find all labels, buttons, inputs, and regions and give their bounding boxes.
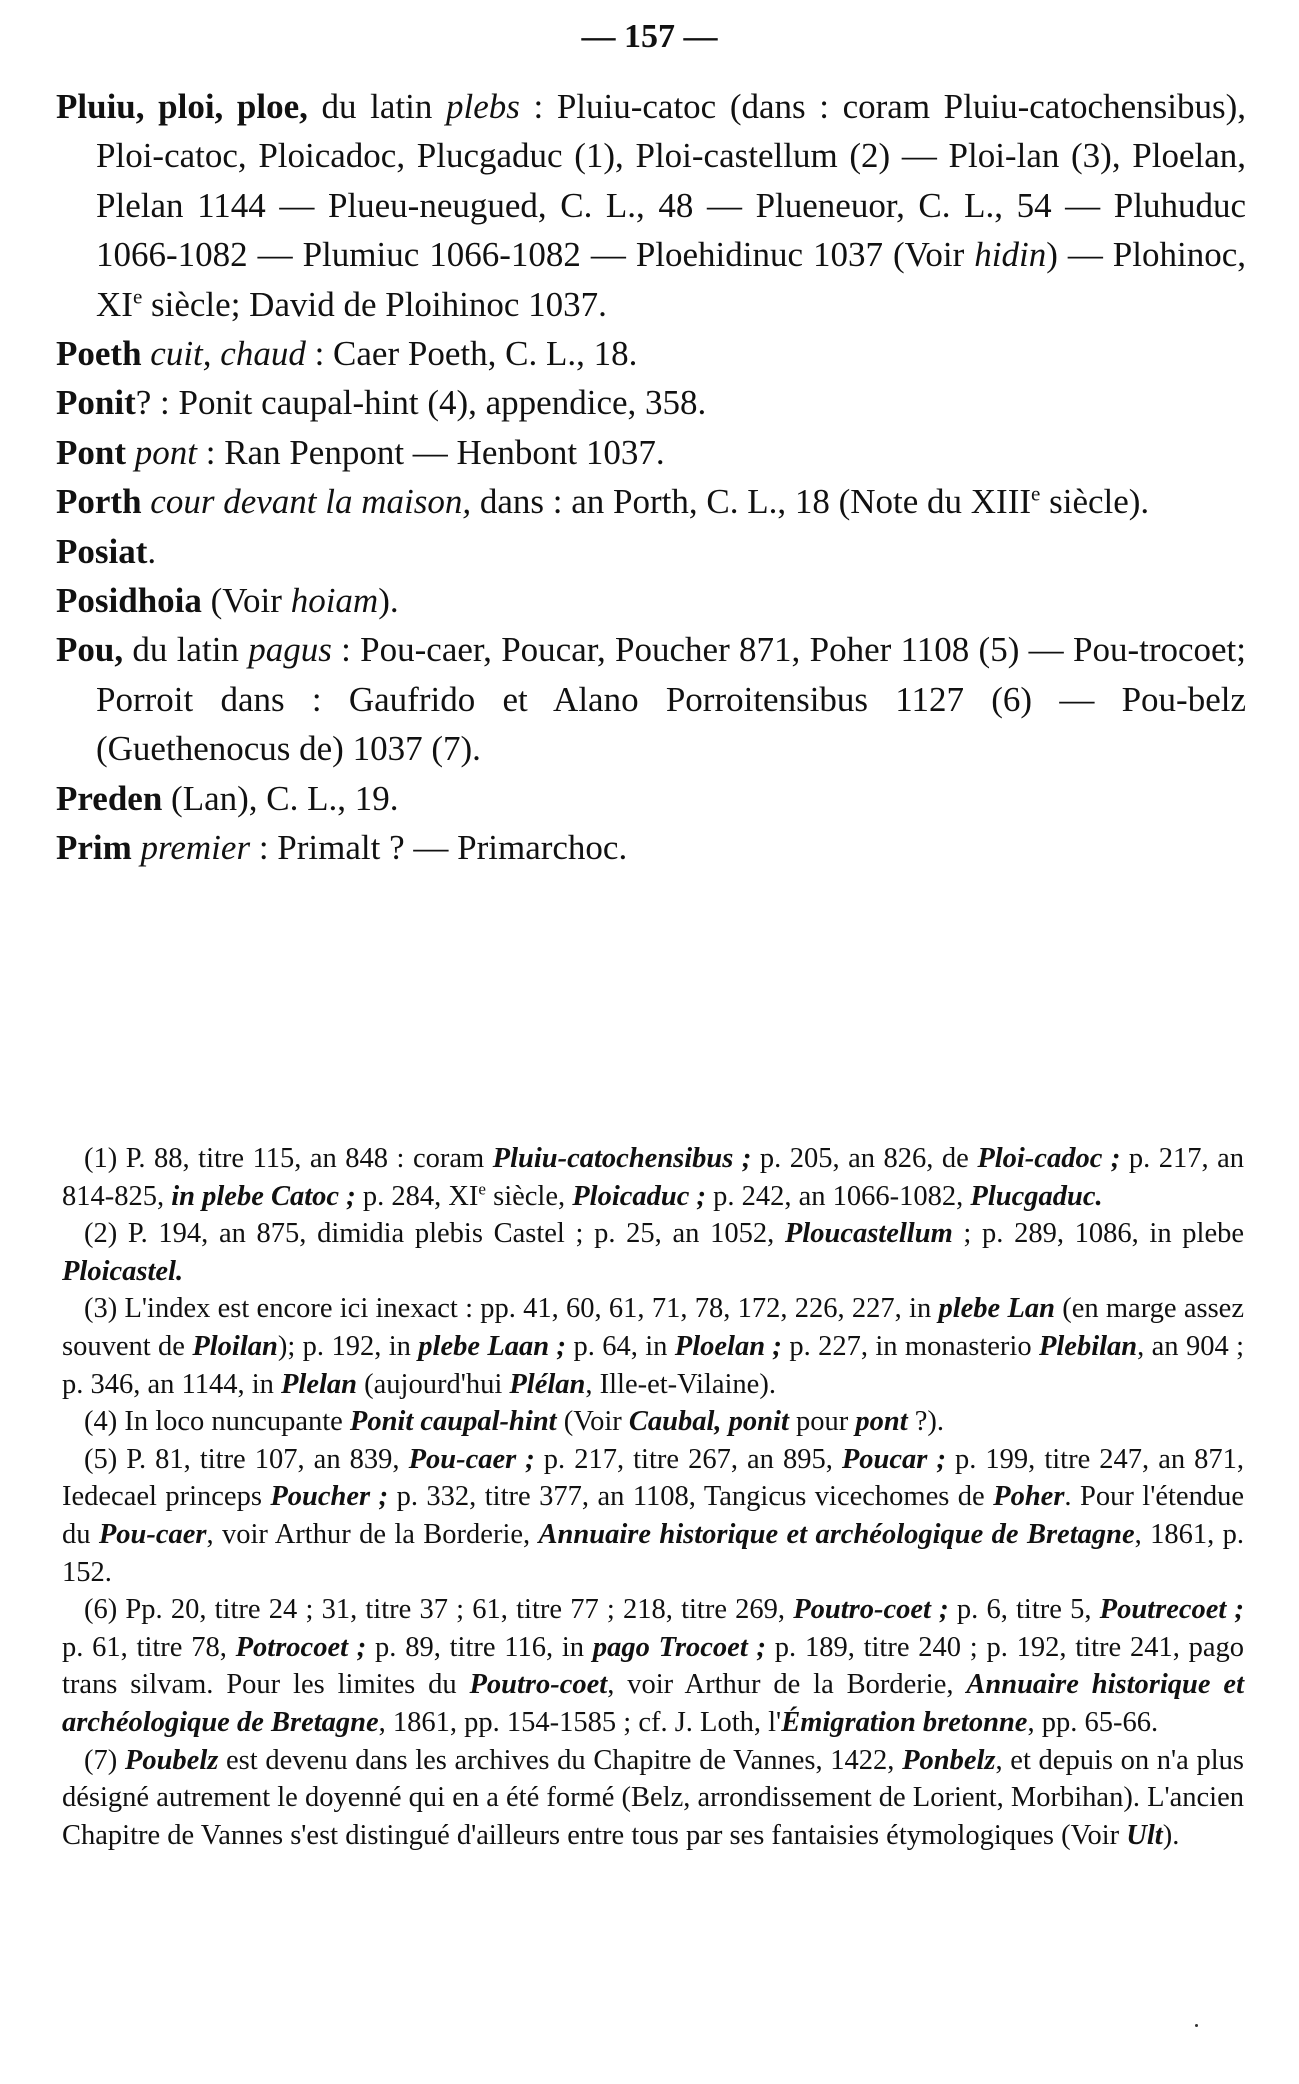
text-run: p. 205, an 826, de	[751, 1143, 978, 1174]
text-run: Poubelz	[124, 1744, 219, 1776]
text-run: pour	[788, 1406, 856, 1438]
text-run: Poucar ;	[841, 1443, 946, 1475]
text-run: Pou-caer	[98, 1518, 207, 1550]
headword: Poeth	[56, 334, 142, 374]
text-run: , 1861, pp. 154-1585 ; cf. J. Loth, l'	[378, 1706, 782, 1738]
footnotes	[62, 1140, 1244, 1854]
text-run: (Lan), C. L., 19.	[162, 778, 399, 818]
text-run: p. 89, titre 116, in	[366, 1631, 593, 1663]
text-run: pont	[855, 1406, 908, 1438]
text-run: (6) Pp. 20, titre 24 ; 31, titre 37 ; 61, titre 77 ; 218, titre 269,	[84, 1594, 794, 1626]
headword: Preden	[56, 778, 163, 818]
text-run: Poher	[993, 1481, 1065, 1513]
text-run: Ploilan	[192, 1330, 278, 1362]
text-run: Poutro-coet	[469, 1669, 608, 1701]
text-run: hoiam	[290, 581, 379, 621]
text-run: ) — Plohinoc, XI	[96, 235, 1246, 324]
dictionary-entry	[56, 625, 1246, 773]
text-run: Poutrecoet ;	[1099, 1594, 1244, 1626]
footnote	[62, 1441, 1244, 1591]
dictionary-entry	[56, 428, 1246, 477]
text-run: ; p. 289, 1086, in plebe	[952, 1218, 1244, 1250]
text-run: Ploi-cadoc ;	[977, 1143, 1121, 1174]
text-run: Pou-caer ;	[408, 1443, 535, 1475]
text-run: , et depuis on n'a plus désigné autrement le doyenné qui en a été formé (Belz, arrondissement de Lorient, Morbihan). L'ancien Chapitre de Vannes s'est distingué d'ailleurs entre tous par ses fantaisies étymologiques (Voir	[62, 1744, 1245, 1851]
text-run: ).	[1162, 1819, 1180, 1851]
text-run: plebe Lan	[938, 1293, 1055, 1325]
text-run: pont	[134, 432, 197, 472]
text-run: : Caer Poeth, C. L., 18.	[305, 334, 638, 374]
text-run: Ult	[1126, 1819, 1163, 1851]
text-run: (1) P. 88, titre 115, an 848 : coram	[84, 1143, 493, 1174]
text-run	[142, 334, 151, 373]
text-run: (3) L'index est encore ici inexact : pp. 41, 60, 61, 71, 78, 172, 226, 227, in	[84, 1293, 939, 1325]
text-run: pago Trocoet ;	[592, 1631, 767, 1663]
text-run: (4) In loco nuncupante	[84, 1406, 350, 1438]
footnote	[62, 1742, 1244, 1855]
headword: Porth	[56, 482, 142, 522]
text-run: p. 332, titre 377, an 1108, Tangicus vicechomes de	[388, 1481, 994, 1513]
text-run: Plucgaduc.	[970, 1180, 1103, 1212]
text-run: Ploelan ;	[674, 1330, 782, 1362]
text-run: p. 64, in	[566, 1330, 675, 1362]
text-run: .	[147, 531, 157, 571]
text-run: : Pou-caer, Poucar, Poucher 871, Poher 1108 (5) — Pou-trocoet; Porroit dans : Gaufrido et Alano Porroitensibus 1127 (6) — Pou-belz (Guethenocus de) 1037 (7).	[96, 630, 1246, 769]
text-run: , pp. 65-66.	[1027, 1706, 1159, 1738]
text-run: p. 242, an 1066-1082,	[706, 1180, 971, 1212]
text-run: Pluiu-catochensibus ;	[492, 1143, 752, 1174]
headword: Pluiu, ploi, ploe,	[56, 87, 308, 126]
footnote	[62, 1591, 1244, 1741]
text-run: du latin	[123, 630, 249, 670]
dictionary-entry	[56, 576, 1246, 625]
text-run: plebe Laan ;	[418, 1330, 567, 1362]
text-run: (7)	[84, 1744, 125, 1776]
text-run: Caubal, ponit	[628, 1406, 789, 1438]
superscript: e	[1031, 481, 1041, 506]
text-run: (5) P. 81, titre 107, an 839,	[84, 1443, 409, 1475]
text-run: Ploicastel.	[62, 1255, 184, 1287]
text-run: Ploucastellum	[784, 1218, 953, 1250]
text-run: ).	[378, 581, 399, 621]
headword: Ponit	[56, 383, 136, 423]
text-run: Plebilan	[1038, 1330, 1138, 1362]
text-run: , an 904 ; p. 346, an 1144, in	[62, 1330, 1245, 1400]
footnote	[62, 1140, 1244, 1215]
text-run: cour devant la maison,	[150, 482, 472, 522]
dictionary-entries	[56, 82, 1246, 873]
text-run: siècle).	[1040, 482, 1150, 522]
text-run: premier	[140, 828, 251, 868]
text-run	[126, 433, 135, 472]
text-run: p. 284, XI	[355, 1180, 479, 1212]
text-run: Ploicaduc ;	[572, 1180, 707, 1212]
text-run: (2) P. 194, an 875, dimidia plebis Castel ; p. 25, an 1052,	[84, 1218, 785, 1250]
text-run: siècle; David de Ploihinoc 1037.	[142, 284, 607, 324]
text-run: ? : Ponit caupal-hint (4), appendice, 358.	[135, 383, 707, 423]
text-run: Plélan	[509, 1368, 586, 1400]
text-run: ); p. 192, in	[277, 1330, 419, 1362]
text-run: p. 217, an 814-825,	[62, 1143, 1244, 1212]
text-run: : Ran Penpont — Henbont 1037.	[196, 432, 665, 472]
headword: Pont	[56, 432, 126, 472]
text-run: (Voir	[201, 581, 291, 621]
text-run: (Voir	[556, 1406, 629, 1438]
text-run: Annuaire historique et archéologique de Bretagne	[62, 1669, 1244, 1738]
text-run	[142, 482, 151, 521]
text-run: : Pluiu-catoc (dans : coram Pluiu-catochensibus), Ploi-catoc, Ploicadoc, Plucgaduc (1), Ploi-castellum (2) — Ploi-lan (3), Ploelan, Plelan 1144 — Plueu-neugued, C. L., 48 — Plueneuor, C. L., 54 — Pluhuduc 1066-1082 — Plumiuc 1066-1082 — Ploehidinuc 1037 (Voir	[96, 87, 1246, 275]
text-run: siècle,	[485, 1180, 573, 1212]
text-run: (aujourd'hui	[357, 1368, 510, 1400]
text-run: p. 189, titre 240 ; p. 192, titre 241, pago trans silvam. Pour les limites du	[62, 1631, 1244, 1701]
text-run: . Pour l'étendue du	[62, 1481, 1244, 1550]
text-run: Émigration bretonne	[781, 1706, 1028, 1738]
superscript: e	[132, 283, 143, 308]
text-run: est devenu dans les archives du Chapitre de Vannes, 1422,	[218, 1744, 903, 1776]
text-run: , voir Arthur de la Borderie,	[206, 1518, 539, 1550]
text-run: pagus	[248, 630, 332, 670]
print-speck	[1195, 2024, 1198, 2027]
text-run: , voir Arthur de la Borderie,	[607, 1669, 967, 1701]
page-number: — 157 —	[581, 18, 718, 55]
dictionary-entry	[56, 774, 1246, 823]
headword: Prim	[56, 828, 132, 868]
text-run: Poucher ;	[270, 1481, 389, 1513]
text-run: : Primalt ? — Primarchoc.	[250, 828, 628, 868]
text-run: dans : an Porth, C. L., 18 (Note du XIII	[471, 482, 1032, 522]
text-run: Potrocoet ;	[235, 1631, 367, 1663]
footnote	[62, 1215, 1244, 1290]
text-run: p. 217, titre 267, an 895,	[534, 1443, 842, 1475]
text-run: du latin	[307, 87, 446, 126]
text-run: hidin	[974, 235, 1047, 275]
text-run: p. 227, in monasterio	[781, 1330, 1039, 1362]
text-run: in plebe Catoc ;	[171, 1180, 356, 1212]
dictionary-entry	[56, 329, 1246, 378]
superscript: e	[478, 1179, 486, 1199]
text-run: Poutro-coet ;	[793, 1594, 949, 1626]
dictionary-entry	[56, 378, 1246, 427]
text-run: cuit, chaud	[150, 334, 306, 374]
dictionary-entry	[56, 82, 1246, 329]
text-run: p. 6, titre 5,	[948, 1594, 1100, 1626]
text-run: Ponit caupal-hint	[349, 1406, 557, 1438]
headword: Pou,	[56, 630, 124, 670]
text-run: Plelan	[281, 1368, 358, 1400]
text-run: (en marge assez souvent de	[62, 1293, 1244, 1362]
text-run: Annuaire historique et archéologique de Bretagne	[538, 1518, 1135, 1550]
footnote	[62, 1290, 1244, 1403]
text-run: , Ille-et-Vilaine).	[585, 1368, 776, 1400]
headword: Posidhoia	[56, 581, 202, 621]
headword: Posiat	[56, 531, 148, 571]
text-run: plebs	[445, 87, 520, 126]
dictionary-entry	[56, 527, 1246, 576]
text-run: Ponbelz	[902, 1744, 996, 1776]
text-run: p. 199, titre 247, an 871, Iedecael princeps	[62, 1443, 1245, 1513]
dictionary-entry	[56, 477, 1246, 526]
footnote	[62, 1403, 1244, 1441]
text-run	[132, 828, 141, 867]
dictionary-entry	[56, 823, 1246, 872]
text-run: , 1861, p. 152.	[62, 1518, 1244, 1588]
text-run: p. 61, titre 78,	[62, 1631, 236, 1663]
text-run: ?).	[907, 1406, 945, 1438]
